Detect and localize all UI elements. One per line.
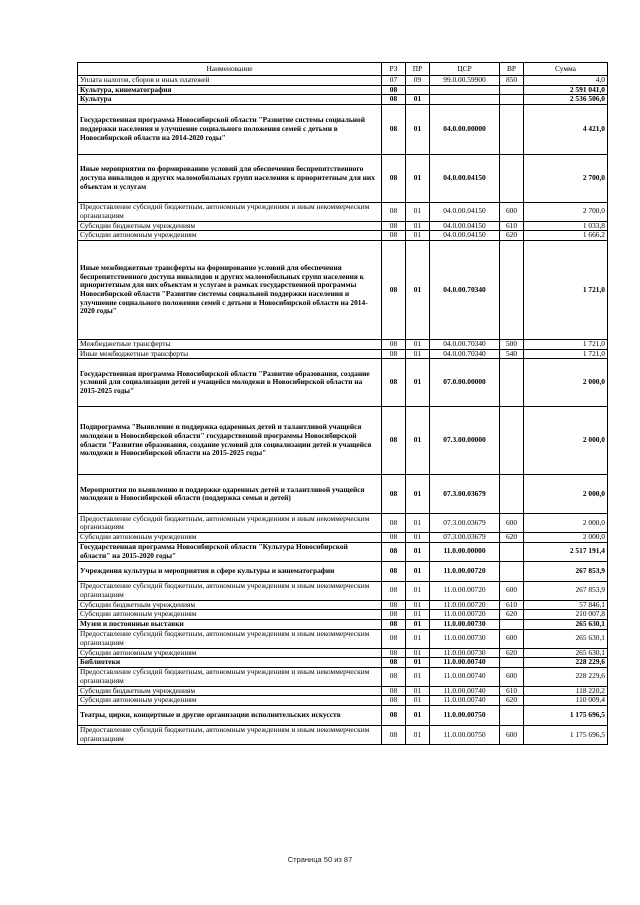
cell-name: Государственная программа Новосибирской области "Культура Новосибирской области" на 2015-2020 годы" bbox=[78, 542, 382, 561]
cell-vr: 600 bbox=[500, 667, 524, 686]
cell-pr: 01 bbox=[406, 610, 430, 620]
cell-pr: 01 bbox=[406, 581, 430, 600]
cell-csr: 07.3.00.03679 bbox=[430, 514, 500, 533]
cell-vr bbox=[500, 85, 524, 95]
table-row bbox=[78, 600, 608, 610]
cell-rz: 08 bbox=[382, 619, 406, 629]
cell-csr: 11.0.00.00750 bbox=[430, 705, 500, 725]
cell-csr: 04.0.00.04150 bbox=[430, 202, 500, 221]
cell-rz: 08 bbox=[382, 475, 406, 514]
table-row bbox=[78, 619, 608, 629]
cell-pr: 01 bbox=[406, 542, 430, 561]
cell-pr: 01 bbox=[406, 686, 430, 696]
cell-csr: 11.0.00.00720 bbox=[430, 581, 500, 600]
cell-csr: 11.0.00.00740 bbox=[430, 667, 500, 686]
cell-pr: 01 bbox=[406, 475, 430, 514]
cell-pr: 01 bbox=[406, 221, 430, 231]
cell-vr: 850 bbox=[500, 76, 524, 86]
cell-sum: 57 846,1 bbox=[524, 600, 608, 610]
cell-vr: 600 bbox=[500, 581, 524, 600]
cell-rz: 08 bbox=[382, 705, 406, 725]
cell-name: Межбюджетные трансферты bbox=[78, 339, 382, 349]
cell-csr: 11.0.00.00000 bbox=[430, 542, 500, 561]
cell-csr: 99.0.00.59900 bbox=[430, 76, 500, 86]
table-row bbox=[78, 561, 608, 581]
cell-rz: 08 bbox=[382, 696, 406, 706]
cell-name: Театры, цирки, концертные и другие организации исполнительских искусств bbox=[78, 705, 382, 725]
cell-sum: 1 721,0 bbox=[524, 349, 608, 359]
table-row bbox=[78, 221, 608, 231]
cell-sum: 265 630,1 bbox=[524, 619, 608, 629]
cell-pr: 01 bbox=[406, 231, 430, 241]
cell-vr bbox=[500, 154, 524, 202]
cell-csr: 11.0.00.00740 bbox=[430, 686, 500, 696]
cell-pr: 01 bbox=[406, 667, 430, 686]
cell-rz: 08 bbox=[382, 581, 406, 600]
cell-pr: 01 bbox=[406, 240, 430, 339]
cell-pr: 01 bbox=[406, 629, 430, 648]
cell-csr: 07.3.00.03679 bbox=[430, 475, 500, 514]
cell-sum: 228 229,6 bbox=[524, 667, 608, 686]
cell-name: Предоставление субсидий бюджетным, автономным учреждениям и иным некоммерческим организациям bbox=[78, 202, 382, 221]
cell-rz: 08 bbox=[382, 339, 406, 349]
cell-csr: 07.0.00.00000 bbox=[430, 359, 500, 407]
table-row bbox=[78, 339, 608, 349]
cell-vr bbox=[500, 359, 524, 407]
cell-sum: 1 033,8 bbox=[524, 221, 608, 231]
cell-sum: 1 721,0 bbox=[524, 339, 608, 349]
table-row bbox=[78, 514, 608, 533]
table-row bbox=[78, 610, 608, 620]
cell-rz: 08 bbox=[382, 629, 406, 648]
cell-name: Уплата налогов, сборов и иных платежей bbox=[78, 76, 382, 86]
cell-sum: 4 421,0 bbox=[524, 104, 608, 154]
table-row bbox=[78, 76, 608, 86]
cell-vr: 620 bbox=[500, 231, 524, 241]
cell-rz: 08 bbox=[382, 240, 406, 339]
cell-sum: 210 007,8 bbox=[524, 610, 608, 620]
cell-rz: 08 bbox=[382, 658, 406, 668]
cell-csr bbox=[430, 85, 500, 95]
cell-sum: 2 000,0 bbox=[524, 533, 608, 543]
cell-name: Иные межбюджетные трансферты на формирование условий для обеспечения беспрепятственного доступа инвалидов и других маломобильных групп населения к приоритетным для них объектам и услугам в рамках государственной программы Новосибирской области "Развитие системы социальной поддержки населения и улучшение социального положения семей с детьми в Новосибирской области на 2014-2020 годы" bbox=[78, 240, 382, 339]
cell-pr: 01 bbox=[406, 561, 430, 581]
cell-name: Субсидии автономным учреждениям bbox=[78, 533, 382, 543]
table-row bbox=[78, 349, 608, 359]
header-vr: ВР bbox=[500, 63, 524, 76]
cell-rz: 08 bbox=[382, 349, 406, 359]
cell-pr: 01 bbox=[406, 95, 430, 105]
cell-csr: 11.0.00.00730 bbox=[430, 619, 500, 629]
table-row bbox=[78, 240, 608, 339]
cell-rz: 08 bbox=[382, 104, 406, 154]
table-row bbox=[78, 533, 608, 543]
cell-rz: 08 bbox=[382, 725, 406, 744]
cell-vr: 610 bbox=[500, 600, 524, 610]
cell-rz: 08 bbox=[382, 202, 406, 221]
cell-vr: 600 bbox=[500, 202, 524, 221]
cell-csr: 11.0.00.00720 bbox=[430, 561, 500, 581]
cell-sum: 1 666,2 bbox=[524, 231, 608, 241]
cell-rz: 08 bbox=[382, 231, 406, 241]
cell-name: Субсидии автономным учреждениям bbox=[78, 610, 382, 620]
cell-name: Субсидии бюджетным учреждениям bbox=[78, 221, 382, 231]
cell-pr: 01 bbox=[406, 705, 430, 725]
cell-pr: 01 bbox=[406, 648, 430, 658]
cell-pr: 01 bbox=[406, 359, 430, 407]
cell-vr bbox=[500, 240, 524, 339]
cell-rz: 08 bbox=[382, 533, 406, 543]
cell-pr: 01 bbox=[406, 339, 430, 349]
cell-name: Культура bbox=[78, 95, 382, 105]
cell-name: Предоставление субсидий бюджетным, автономным учреждениям и иным некоммерческим организациям bbox=[78, 514, 382, 533]
cell-csr: 04.0.00.04150 bbox=[430, 221, 500, 231]
cell-rz: 08 bbox=[382, 600, 406, 610]
cell-name: Государственная программа Новосибирской области "Развитие образования, создание условий для социализации детей и учащейся молодежи в Новосибирской области на 2015-2025 годы" bbox=[78, 359, 382, 407]
cell-rz: 08 bbox=[382, 610, 406, 620]
cell-vr bbox=[500, 658, 524, 668]
cell-vr: 610 bbox=[500, 221, 524, 231]
cell-vr bbox=[500, 104, 524, 154]
cell-sum: 1 175 696,5 bbox=[524, 705, 608, 725]
cell-csr: 04.0.00.70340 bbox=[430, 240, 500, 339]
cell-pr: 01 bbox=[406, 533, 430, 543]
cell-name: Предоставление субсидий бюджетным, автономным учреждениям и иным некоммерческим организациям bbox=[78, 581, 382, 600]
cell-name: Субсидии автономным учреждениям bbox=[78, 231, 382, 241]
cell-vr: 600 bbox=[500, 725, 524, 744]
cell-sum: 2 700,0 bbox=[524, 154, 608, 202]
cell-name: Субсидии бюджетным учреждениям bbox=[78, 686, 382, 696]
cell-name: Библиотеки bbox=[78, 658, 382, 668]
cell-pr: 01 bbox=[406, 349, 430, 359]
cell-vr: 620 bbox=[500, 533, 524, 543]
cell-vr: 600 bbox=[500, 514, 524, 533]
cell-rz: 08 bbox=[382, 648, 406, 658]
cell-sum: 265 630,1 bbox=[524, 629, 608, 648]
cell-csr bbox=[430, 95, 500, 105]
cell-vr bbox=[500, 705, 524, 725]
cell-sum: 2 517 191,4 bbox=[524, 542, 608, 561]
cell-csr: 04.0.00.04150 bbox=[430, 231, 500, 241]
cell-sum: 2 000,0 bbox=[524, 359, 608, 407]
cell-sum: 267 853,9 bbox=[524, 561, 608, 581]
cell-sum: 4,0 bbox=[524, 76, 608, 86]
cell-vr bbox=[500, 542, 524, 561]
cell-csr: 04.0.00.04150 bbox=[430, 154, 500, 202]
cell-pr: 01 bbox=[406, 154, 430, 202]
cell-vr bbox=[500, 407, 524, 475]
cell-name: Предоставление субсидий бюджетным, автономным учреждениям и иным некоммерческим организациям bbox=[78, 667, 382, 686]
cell-vr: 610 bbox=[500, 686, 524, 696]
table-row bbox=[78, 359, 608, 407]
table-row bbox=[78, 658, 608, 668]
cell-csr: 07.3.00.03679 bbox=[430, 533, 500, 543]
table-row bbox=[78, 667, 608, 686]
cell-csr: 11.0.00.00740 bbox=[430, 658, 500, 668]
cell-vr: 620 bbox=[500, 610, 524, 620]
cell-sum: 2 000,0 bbox=[524, 407, 608, 475]
cell-pr: 09 bbox=[406, 76, 430, 86]
table-row bbox=[78, 85, 608, 95]
cell-sum: 118 220,2 bbox=[524, 686, 608, 696]
header-rz: РЗ bbox=[382, 63, 406, 76]
cell-csr: 11.0.00.00730 bbox=[430, 629, 500, 648]
cell-name: Субсидии автономным учреждениям bbox=[78, 648, 382, 658]
cell-vr: 620 bbox=[500, 648, 524, 658]
header-sum: Сумма bbox=[524, 63, 608, 76]
cell-sum: 267 853,9 bbox=[524, 581, 608, 600]
cell-sum: 1 721,0 bbox=[524, 240, 608, 339]
header-pr: ПР bbox=[406, 63, 430, 76]
cell-pr: 01 bbox=[406, 600, 430, 610]
table-row bbox=[78, 231, 608, 241]
cell-csr: 11.0.00.00720 bbox=[430, 600, 500, 610]
cell-rz: 08 bbox=[382, 542, 406, 561]
cell-rz: 07 bbox=[382, 76, 406, 86]
cell-name: Иные межбюджетные трансферты bbox=[78, 349, 382, 359]
cell-rz: 08 bbox=[382, 561, 406, 581]
cell-name: Мероприятия по выявлению и поддержке одаренных детей и талантливой учащейся молодежи в Новосибирской области (поддержка семьи и детей) bbox=[78, 475, 382, 514]
table-row bbox=[78, 686, 608, 696]
table-row bbox=[78, 696, 608, 706]
cell-sum: 265 630,1 bbox=[524, 648, 608, 658]
table-row bbox=[78, 95, 608, 105]
cell-csr: 11.0.00.00740 bbox=[430, 696, 500, 706]
cell-rz: 08 bbox=[382, 667, 406, 686]
cell-sum: 2 536 506,0 bbox=[524, 95, 608, 105]
cell-rz: 08 bbox=[382, 95, 406, 105]
cell-sum: 2 591 041,0 bbox=[524, 85, 608, 95]
cell-name: Иные мероприятия по формированию условий для обеспечения беспрепятственного доступа инвалидов и других маломобильных групп населения к приоритетным для них объектам и услугам bbox=[78, 154, 382, 202]
cell-csr: 11.0.00.00720 bbox=[430, 610, 500, 620]
table-row bbox=[78, 629, 608, 648]
cell-pr: 01 bbox=[406, 104, 430, 154]
budget-table-container bbox=[77, 62, 607, 745]
table-header-row bbox=[78, 63, 608, 76]
cell-rz: 08 bbox=[382, 85, 406, 95]
table-row bbox=[78, 581, 608, 600]
cell-sum: 110 009,4 bbox=[524, 696, 608, 706]
cell-name: Учреждения культуры и мероприятия в сфере культуры и кинематографии bbox=[78, 561, 382, 581]
cell-name: Подпрограмма "Выявление и поддержка одаренных детей и талантливой учащейся молодежи в Новосибирской области" государственной программы Новосибирской области "Развитие образования, создание условий для социализации детей и учащейся молодежи в Новосибирской области на 2015-2025 годы" bbox=[78, 407, 382, 475]
cell-vr: 540 bbox=[500, 349, 524, 359]
cell-pr: 01 bbox=[406, 696, 430, 706]
cell-pr: 01 bbox=[406, 202, 430, 221]
header-csr: ЦСР bbox=[430, 63, 500, 76]
cell-pr: 01 bbox=[406, 619, 430, 629]
cell-vr: 620 bbox=[500, 696, 524, 706]
cell-rz: 08 bbox=[382, 514, 406, 533]
cell-pr: 01 bbox=[406, 407, 430, 475]
cell-name: Субсидии автономным учреждениям bbox=[78, 696, 382, 706]
cell-sum: 2 000,0 bbox=[524, 514, 608, 533]
cell-name: Предоставление субсидий бюджетным, автономным учреждениям и иным некоммерческим организациям bbox=[78, 629, 382, 648]
cell-csr: 04.0.00.70340 bbox=[430, 339, 500, 349]
cell-rz: 08 bbox=[382, 686, 406, 696]
cell-csr: 04.0.00.00000 bbox=[430, 104, 500, 154]
cell-vr bbox=[500, 475, 524, 514]
header-name: Наименование bbox=[78, 63, 382, 76]
cell-pr: 01 bbox=[406, 514, 430, 533]
cell-vr bbox=[500, 561, 524, 581]
cell-sum: 2 700,0 bbox=[524, 202, 608, 221]
cell-pr: 01 bbox=[406, 725, 430, 744]
cell-sum: 228 229,6 bbox=[524, 658, 608, 668]
cell-rz: 08 bbox=[382, 407, 406, 475]
cell-name: Субсидии бюджетным учреждениям bbox=[78, 600, 382, 610]
cell-csr: 11.0.00.00730 bbox=[430, 648, 500, 658]
cell-sum: 1 175 696,5 bbox=[524, 725, 608, 744]
table-row bbox=[78, 648, 608, 658]
cell-name: Культура, кинематография bbox=[78, 85, 382, 95]
cell-pr bbox=[406, 85, 430, 95]
cell-vr: 600 bbox=[500, 629, 524, 648]
cell-vr: 500 bbox=[500, 339, 524, 349]
cell-sum: 2 000,0 bbox=[524, 475, 608, 514]
cell-csr: 07.3.00.00000 bbox=[430, 407, 500, 475]
table-row bbox=[78, 475, 608, 514]
cell-name: Музеи и постоянные выставки bbox=[78, 619, 382, 629]
cell-name: Государственная программа Новосибирской области "Развитие системы социальной поддержки населения и улучшение социального положения семей с детьми в Новосибирской области на 2014-2020 годы" bbox=[78, 104, 382, 154]
cell-vr bbox=[500, 95, 524, 105]
cell-csr: 04.0.00.70340 bbox=[430, 349, 500, 359]
table-row bbox=[78, 705, 608, 725]
cell-rz: 08 bbox=[382, 221, 406, 231]
cell-csr: 11.0.00.00750 bbox=[430, 725, 500, 744]
cell-rz: 08 bbox=[382, 359, 406, 407]
budget-table bbox=[77, 62, 608, 745]
cell-rz: 08 bbox=[382, 154, 406, 202]
table-row bbox=[78, 202, 608, 221]
cell-vr bbox=[500, 619, 524, 629]
page-footer: Страница 50 из 87 bbox=[287, 855, 353, 864]
table-row bbox=[78, 407, 608, 475]
table-row bbox=[78, 542, 608, 561]
table-row bbox=[78, 154, 608, 202]
table-row bbox=[78, 104, 608, 154]
cell-pr: 01 bbox=[406, 658, 430, 668]
cell-name: Предоставление субсидий бюджетным, автономным учреждениям и иным некоммерческим организациям bbox=[78, 725, 382, 744]
table-row bbox=[78, 725, 608, 744]
